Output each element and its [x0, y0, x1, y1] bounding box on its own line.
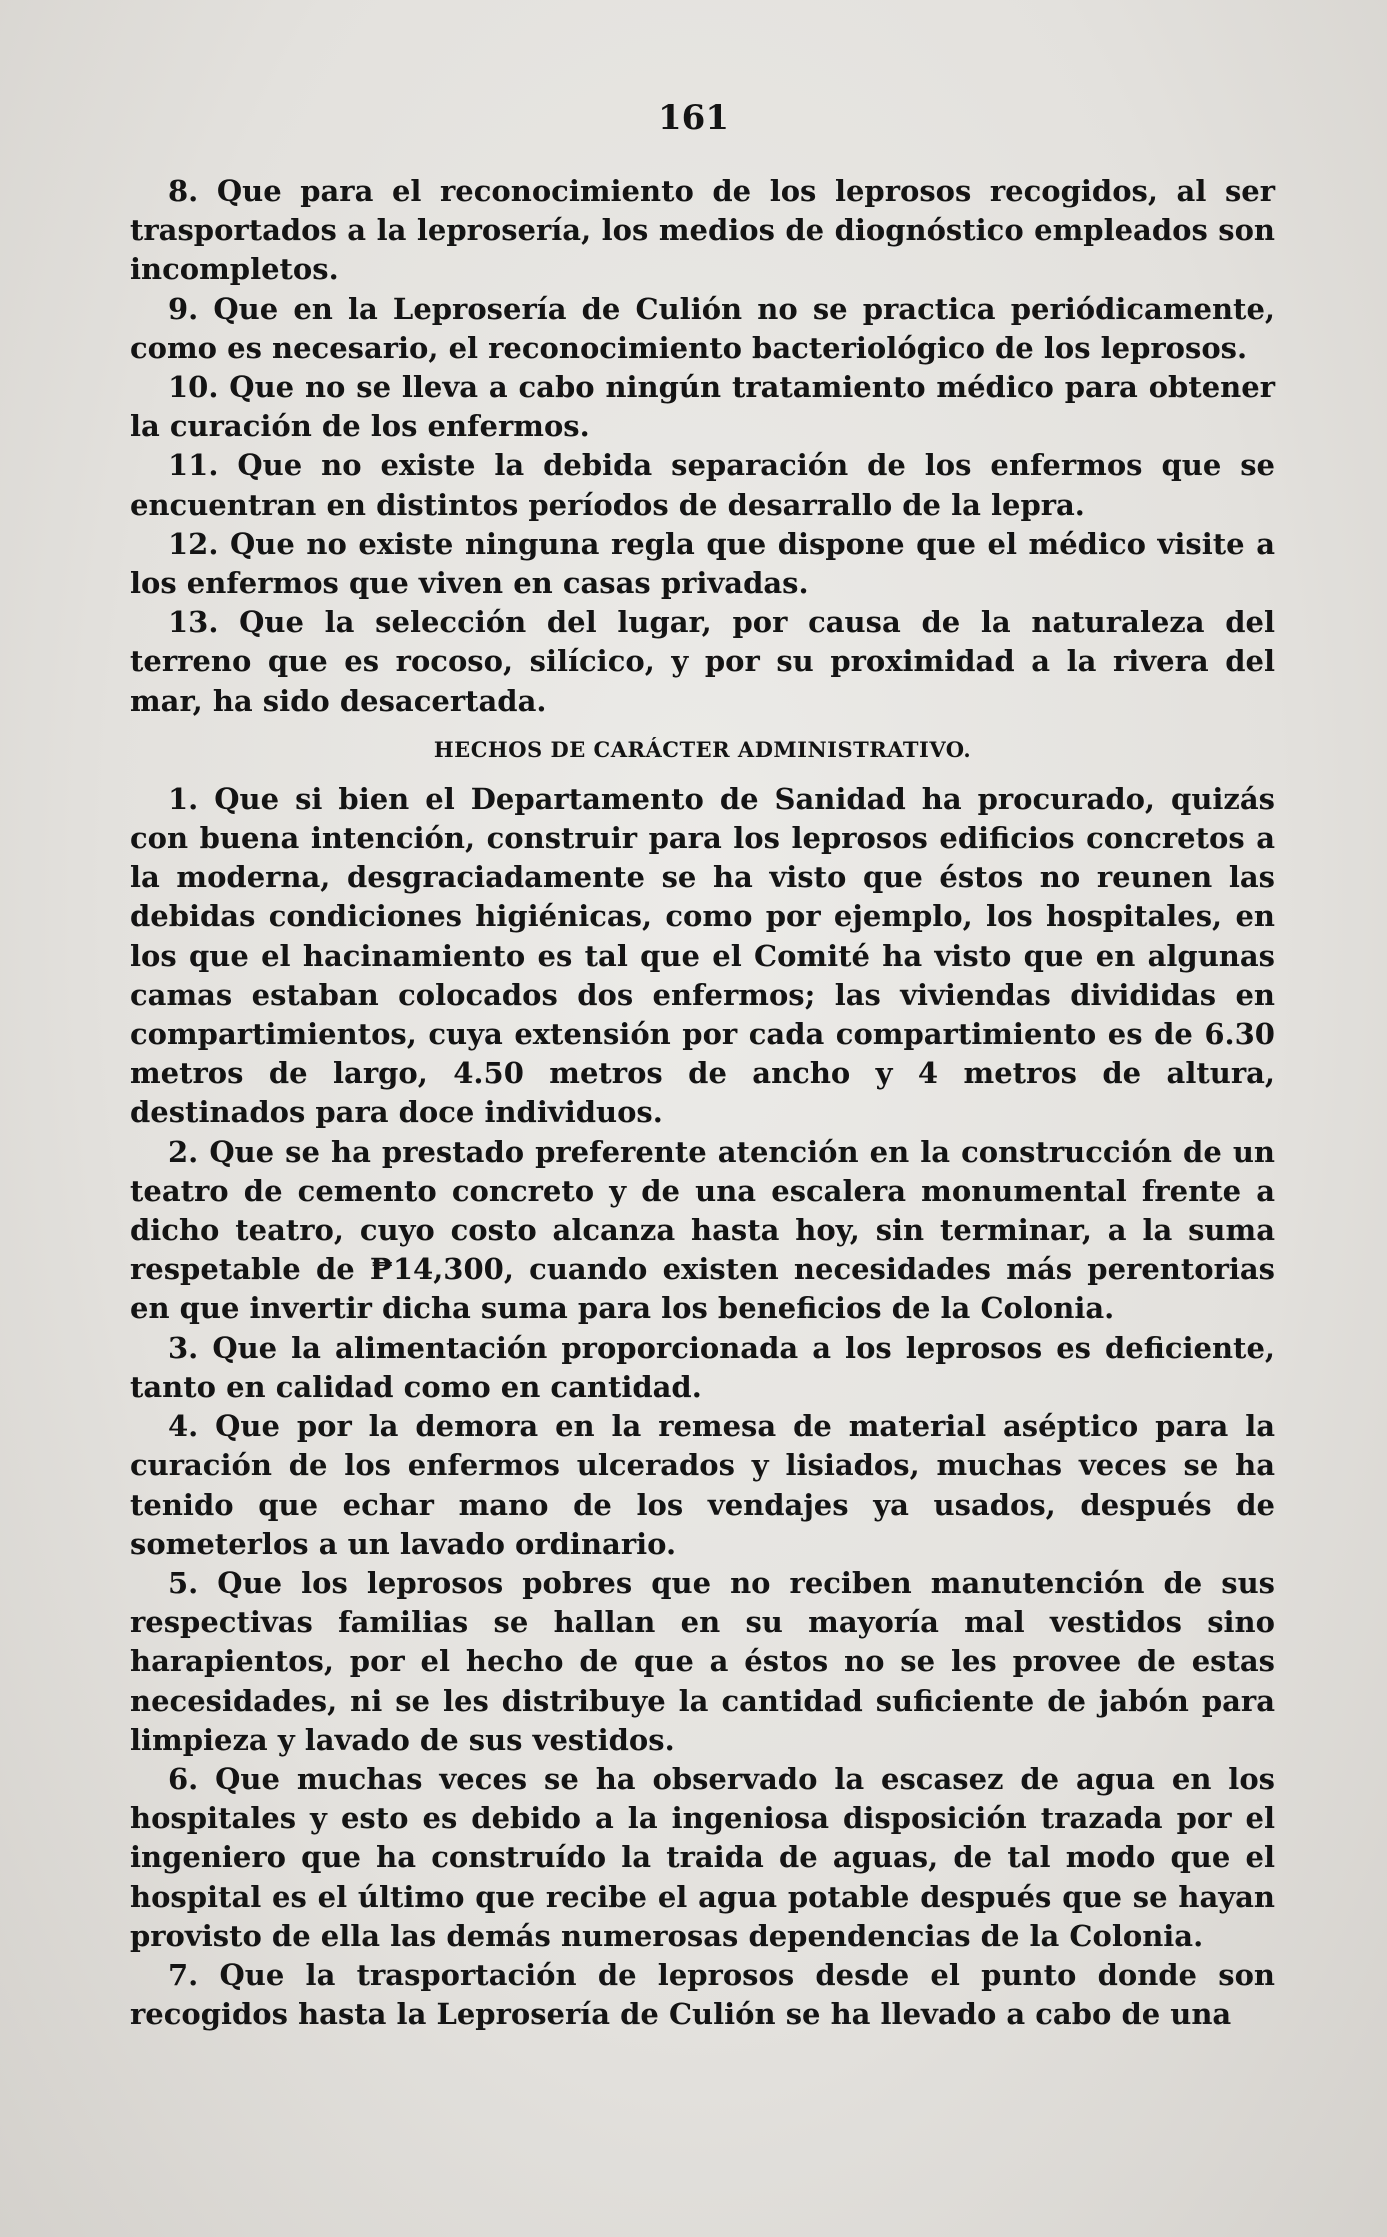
admin-fact-7: 7. Que la trasportación de leprosos desde el punto donde son recogidos hasta la Leprosería de Culión se ha llevado a cabo de una [130, 1957, 1275, 2032]
fact-11: 11. Que no existe la debida separación de los enfermos que se encuentran en distintos períodos de desarrallo de la lepra. [130, 448, 1275, 522]
admin-fact-2: 2. Que se ha prestado preferente atención en la construcción de un teatro de cemento concreto y de una escalera monumental frente a dicho teatro, cuyo costo alcanza hasta hoy, sin terminar, a la suma respetable de ₱14,300, cuando existen necesidades más perentorias en que invertir dicha suma para los beneficios de la Colonia. [130, 1134, 1275, 1326]
fact-10: 10. Que no se lleva a cabo ningún tratamiento médico para obtener la curación de los enfermos. [130, 370, 1275, 444]
admin-fact-6: 6. Que muchas veces se ha observado la escasez de agua en los hospitales y esto es debido a la ingeniosa disposición trazada por el ingeniero que ha construído la traida de aguas, de tal modo que el hospital es el último que recibe el agua potable después que se hayan provisto de ella las demás numerosas dependencias de la Colonia. [130, 1761, 1275, 1953]
admin-fact-3: 3. Que la alimentación proporcionada a los leprosos es deficiente, tanto en calidad como en cantidad. [130, 1330, 1275, 1404]
fact-12: 12. Que no existe ninguna regla que dispone que el médico visite a los enfermos que viven en casas privadas. [130, 526, 1275, 601]
fact-8: 8. Que para el reconocimiento de los leprosos recogidos, al ser trasportados a la leprosería, los medios de diognóstico empleados son incompletos. [130, 174, 1275, 287]
admin-fact-5: 5. Que los leprosos pobres que no reciben manutención de sus respectivas familias se hallan en su mayoría mal vestidos sino harapientos, por el hecho de que a éstos no se les provee de estas necesidades, ni se les distribuye la cantidad suficiente de jabón para limpieza y lavado de sus vestidos. [130, 1565, 1275, 1757]
page-number: 161 [658, 98, 729, 138]
page-body [130, 172, 1275, 2034]
fact-13: 13. Que la selección del lugar, por causa de la naturaleza del terreno que es rocoso, silícico, y por su proximidad a la rivera del mar, ha sido desacertada. [130, 605, 1275, 718]
admin-fact-1: 1. Que si bien el Departamento de Sanidad ha procurado, quizás con buena intención, construir para los leprosos edificios concretos a la moderna, desgraciadamente se ha visto que éstos no reunen las debidas condiciones higiénicas, como por ejemplo, los hospitales, en los que el hacinamiento es tal que el Comité ha visto que en algunas camas estaban colocados dos enfermos; las viviendas divididas en compartimientos, cuya extensión por cada compartimiento es de 6.30 metros de largo, 4.50 metros de ancho y 4 metros de altura, destinados para doce individuos. [130, 781, 1275, 1130]
section-heading: HECHOS DE CARÁCTER ADMINISTRATIVO. [433, 736, 972, 762]
fact-9: 9. Que en la Leprosería de Culión no se practica periódicamente, como es necesario, el reconocimiento bacteriológico de los leprosos. [130, 291, 1275, 365]
admin-fact-4: 4. Que por la demora en la remesa de material aséptico para la curación de los enfermos ulcerados y lisiados, muchas veces se ha tenido que echar mano de los vendajes ya usados, después de someterlos a un lavado ordinario. [130, 1409, 1275, 1561]
